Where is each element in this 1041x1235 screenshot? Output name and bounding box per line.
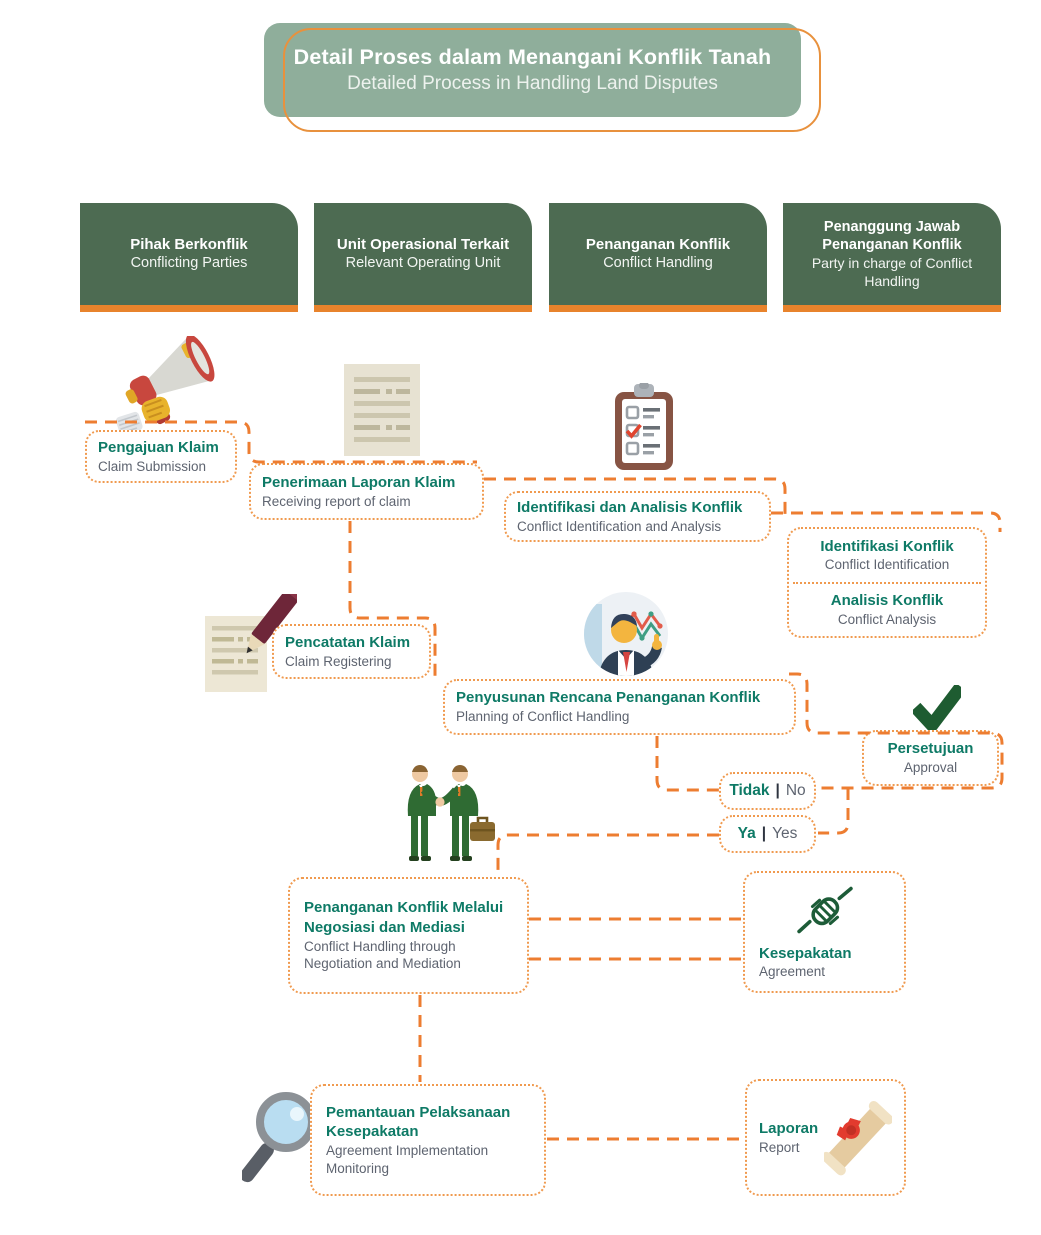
node-title: Laporan [759,1119,819,1137]
accent-bar [549,305,767,312]
node-identifikasi-konflik [797,529,977,582]
megaphone-icon [98,336,256,440]
title-banner [264,23,801,117]
decision-label-en: Yes [772,825,798,842]
node-title: Kesepakatan [759,944,852,962]
node-subtitle: Claim Registering [285,653,392,669]
node-title: Analisis Konflik [830,592,944,610]
node-pengajuan-klaim [85,430,237,483]
approval-check-icon [913,685,961,732]
decision-separator: | [761,825,767,842]
node-title: Persetujuan [887,740,974,758]
node-title: Identifikasi Konflik [820,537,954,555]
planner-avatar-icon [584,592,668,676]
edge-persetujuan-ya [818,788,848,833]
page-title: Detail Proses dalam Menangani Konflik Tanah [293,45,772,69]
node-subtitle: Receiving report of claim [262,493,411,509]
node-subtitle: Claim Submission [98,458,207,474]
negotiation-people-icon [388,764,498,868]
document-icon [344,364,420,456]
node-subtitle: Agreement [759,964,826,980]
decision-label-id: Ya [737,825,756,842]
node-title: Identifikasi dan Analisis Konflik [517,498,743,516]
node-identifikasi-analisis-split [787,527,987,638]
column-title: Pihak Berkonflik [130,235,248,253]
node-penerimaan-laporan-klaim [249,463,484,520]
column-header-party-in-charge [783,203,1001,312]
clipboard-checklist-icon [612,383,676,473]
decision-label-en: No [785,782,806,799]
edge-ya-negosiasi [498,835,719,876]
node-laporan [745,1079,906,1196]
decision-label-id: Tidak [729,782,770,799]
node-title: Pemantauan Pelaksanaan [326,1103,511,1121]
node-title: Penerimaan Laporan Klaim [262,473,456,491]
column-subtitle: Conflict Handling [603,255,713,272]
node-subtitle: Conflict Analysis [837,611,937,627]
column-header-conflicting-parties [80,203,298,312]
node-title: Kesepakatan [326,1123,419,1141]
edge-penyusunan-tidak [657,736,719,790]
accent-bar [783,305,1001,312]
page-subtitle: Detailed Process in Handling Land Disputes [347,73,718,94]
node-subtitle: Conflict Identification and Analysis [517,518,722,534]
node-negosiasi-mediasi [288,877,529,994]
node-pemantauan-pelaksanaan [310,1084,546,1196]
column-header-operating-unit [314,203,532,312]
column-title: Penanganan Konflik [822,236,962,253]
column-title: Penanganan Konflik [585,235,731,253]
column-subtitle: Conflicting Parties [130,255,248,272]
node-subtitle: Approval [903,760,958,776]
node-penyusunan-rencana [443,679,796,735]
column-title: Unit Operasional Terkait [336,235,510,253]
node-kesepakatan [743,871,906,993]
column-header-conflict-handling [549,203,767,312]
column-subtitle: Relevant Operating Unit [345,255,501,272]
node-title: Negosiasi dan Mediasi [304,918,465,936]
node-title: Pencatatan Klaim [285,633,411,651]
node-decision-ya-yes [719,815,816,853]
accent-bar [314,305,532,312]
node-identifikasi-dan-analisis-konflik [504,491,771,542]
agreement-handshake-icon [794,885,856,939]
node-subtitle: Planning of Conflict Handling [456,709,630,725]
node-title: Penyusunan Rencana Penanganan Konflik [456,689,761,707]
node-subtitle: Conflict Handling through [304,938,456,954]
node-persetujuan [862,730,999,786]
node-subtitle: Monitoring [326,1160,390,1176]
node-title: Pengajuan Klaim [98,438,219,456]
node-title: Penanganan Konflik Melalui [304,899,504,917]
column-title: Penanggung Jawab [823,218,961,235]
accent-bar [80,305,298,312]
report-scroll-icon [824,1091,892,1185]
node-pencatatan-klaim [272,624,431,679]
node-decision-tidak-no [719,772,816,810]
node-subtitle: Report [759,1139,800,1155]
node-analisis-konflik [797,584,977,637]
column-subtitle: Party in charge of Conflict Handling [811,254,973,290]
node-subtitle: Negotiation and Mediation [304,956,461,972]
decision-separator: | [775,782,780,799]
node-subtitle: Agreement Implementation [326,1143,489,1159]
node-subtitle: Conflict Identification [824,557,950,573]
